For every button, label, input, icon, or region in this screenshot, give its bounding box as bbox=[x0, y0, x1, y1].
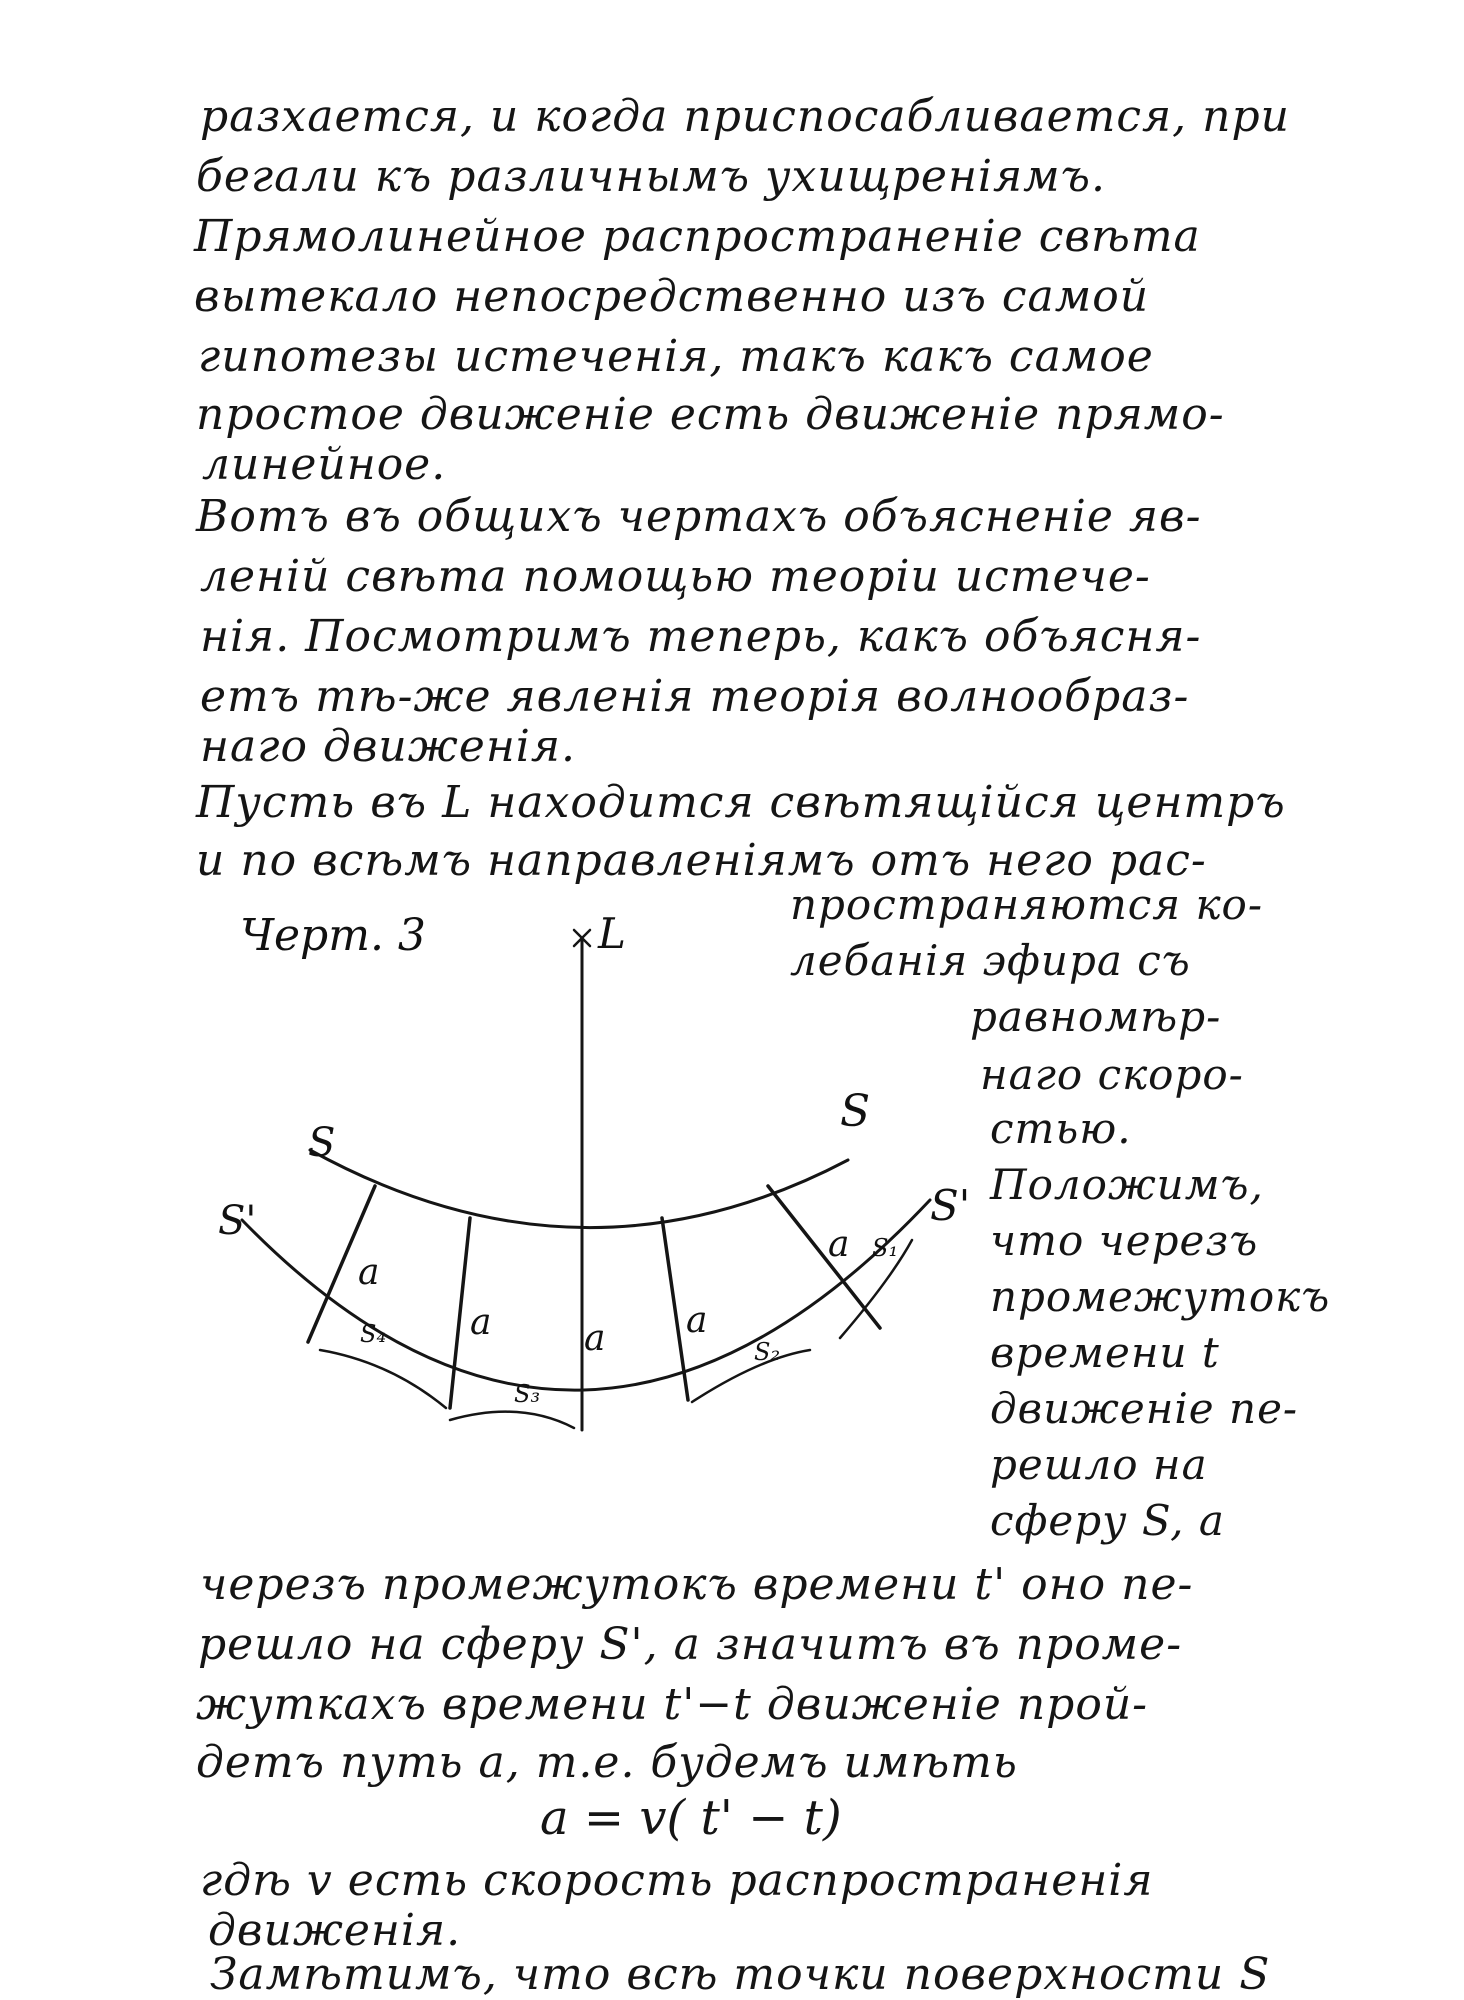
segment-a-4 bbox=[662, 1218, 688, 1400]
segment-label: a bbox=[828, 1224, 850, 1265]
wavelet-label: S₂ bbox=[754, 1338, 781, 1366]
sphere-s-prime-label-right: S' bbox=[930, 1181, 971, 1230]
side-text-line: лебанія эфира съ bbox=[790, 936, 1191, 985]
wavelet-s4 bbox=[320, 1350, 446, 1408]
text-line: гдѣ v есть скорость распространенія bbox=[200, 1855, 1154, 1906]
formula: a = v( t' − t) bbox=[540, 1790, 842, 1846]
text-line: разхается, и когда приспосабливается, при bbox=[200, 91, 1290, 142]
side-text-line: наго скоро- bbox=[980, 1050, 1244, 1099]
side-text-line: движеніе пе- bbox=[990, 1384, 1299, 1433]
text-line: етъ тѣ-же явленія теорія волнообраз- bbox=[200, 671, 1190, 722]
side-text-line: промежутокъ bbox=[990, 1272, 1331, 1321]
side-text-line: решло на bbox=[990, 1440, 1208, 1489]
point-l-label: L bbox=[598, 909, 626, 958]
figure-3 bbox=[200, 880, 1000, 1440]
segment-label: a bbox=[686, 1300, 708, 1341]
text-line: гипотезы истеченія, такъ какъ самое bbox=[198, 331, 1154, 382]
text-line: наго движенія. bbox=[200, 721, 576, 772]
side-text-line: равномѣр- bbox=[970, 992, 1222, 1041]
wavelet-s3 bbox=[450, 1412, 574, 1428]
sphere-s-prime-label-left: S' bbox=[218, 1198, 257, 1244]
text-line: нія. Посмотримъ теперь, какъ объясня- bbox=[200, 611, 1202, 662]
text-line: Пусть въ L находится свѣтящійся центръ bbox=[196, 777, 1286, 828]
sphere-s bbox=[310, 1150, 848, 1228]
text-line: Замѣтимъ, что всѣ точки поверхности S bbox=[210, 1949, 1271, 2000]
side-text-line: что черезъ bbox=[990, 1216, 1259, 1265]
text-line: решло на сферу S', а значитъ въ проме- bbox=[198, 1619, 1183, 1670]
text-line: детъ путь a, т.е. будемъ имѣть bbox=[196, 1737, 1018, 1788]
text-line: леній свѣта помощью теоріи истече- bbox=[200, 551, 1151, 602]
segment-label: a bbox=[470, 1302, 492, 1343]
side-text-line: сферу S, а bbox=[990, 1496, 1225, 1545]
side-text-line: пространяются ко- bbox=[790, 880, 1264, 929]
segment-label: a bbox=[584, 1318, 606, 1359]
text-line: движенія. bbox=[208, 1905, 462, 1956]
wavelet-label: S₃ bbox=[514, 1380, 541, 1408]
side-text-line: Положимъ, bbox=[990, 1160, 1264, 1209]
wavelet-label: S₁ bbox=[872, 1234, 899, 1262]
sphere-s-label-right: S bbox=[840, 1086, 871, 1137]
text-line: Прямолинейное распространеніе свѣта bbox=[194, 211, 1201, 262]
text-line: Вотъ въ общихъ чертахъ объясненіе яв- bbox=[196, 491, 1202, 542]
text-line: и по всѣмъ направленіямъ отъ него рас- bbox=[196, 835, 1207, 886]
segment-a-5 bbox=[768, 1186, 880, 1328]
wavefront-diagram bbox=[200, 880, 1000, 1440]
wavelet-s2 bbox=[692, 1350, 810, 1402]
text-line: вытекало непосредственно изъ самой bbox=[194, 271, 1150, 322]
sphere-s-label-left: S bbox=[308, 1120, 336, 1166]
side-text-line: стью. bbox=[990, 1104, 1132, 1153]
figure-caption: Черт. 3 bbox=[240, 910, 426, 961]
text-line: жуткахъ времени t'−t движеніе прой- bbox=[196, 1679, 1149, 1730]
text-line: черезъ промежутокъ времени t' оно пе- bbox=[200, 1559, 1194, 1610]
text-line: линейное. bbox=[202, 439, 447, 490]
segment-a-2 bbox=[450, 1218, 470, 1408]
text-line: простое движеніе есть движеніе прямо- bbox=[196, 389, 1225, 440]
segment-label: a bbox=[358, 1252, 380, 1293]
wavelet-label: S₄ bbox=[360, 1320, 387, 1348]
text-line: бегали къ различнымъ ухищреніямъ. bbox=[196, 151, 1106, 202]
side-text-line: времени t bbox=[990, 1328, 1220, 1377]
